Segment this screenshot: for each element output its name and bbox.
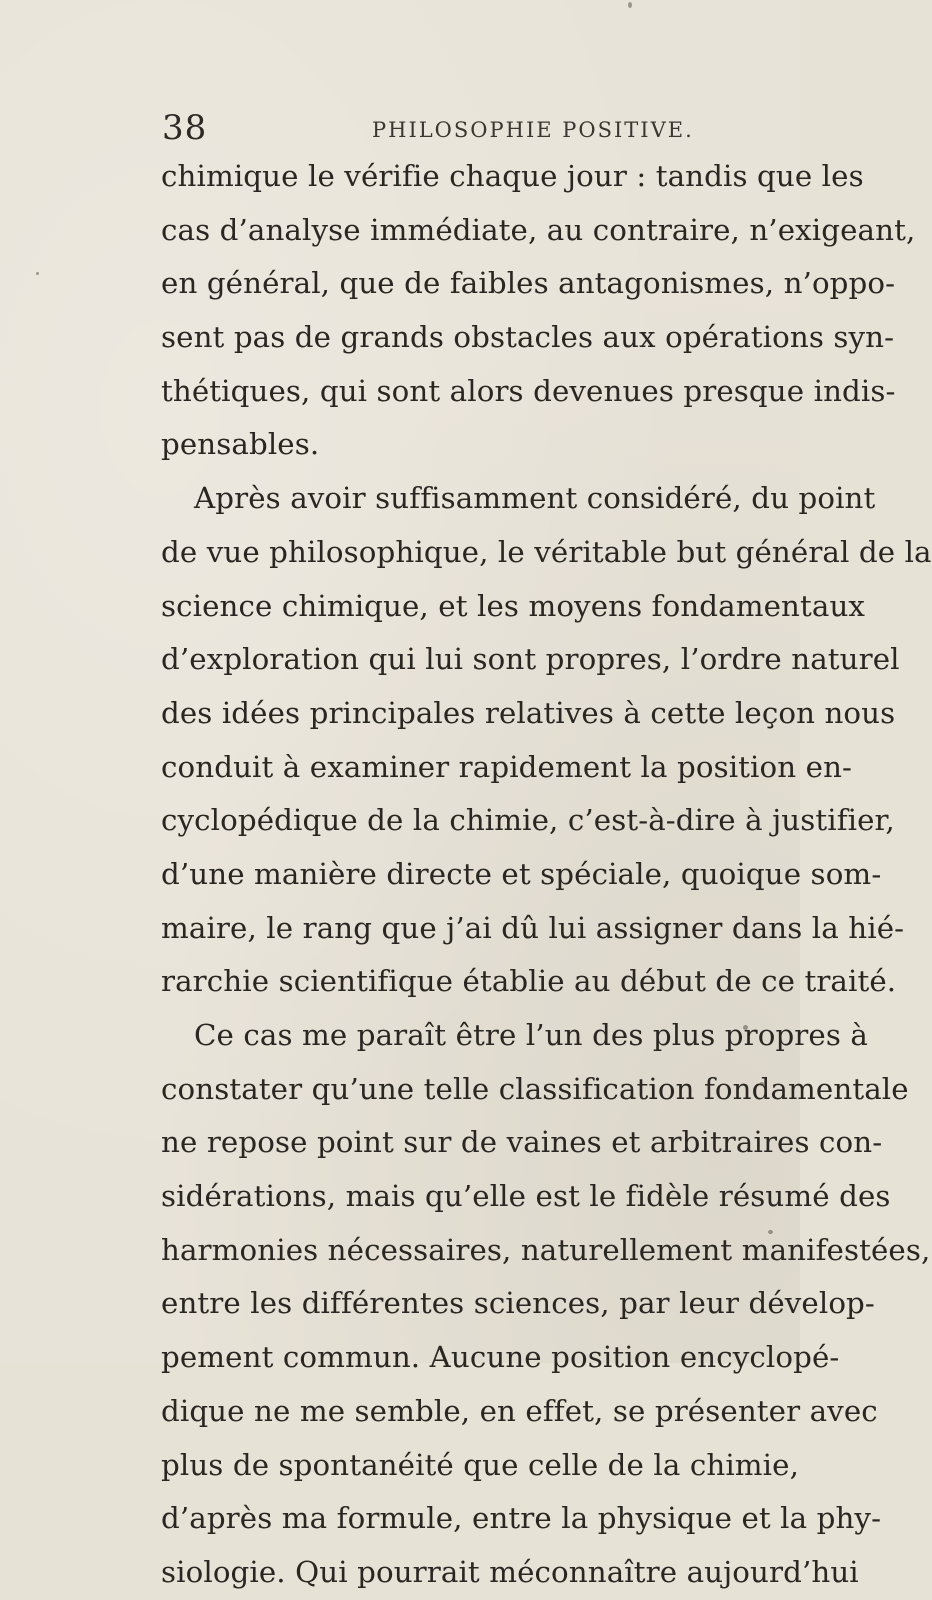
text-line: conduit à examiner rapidement la position en- <box>161 749 853 784</box>
text-line: des idées principales relatives à cette leçon nous <box>161 695 896 730</box>
text-line: Ce cas me paraît être l’un des plus propres à <box>194 1018 868 1052</box>
text-line: cyclopédique de la chimie, c’est-à-dire à justifier, <box>161 803 895 838</box>
paper-speck <box>760 1082 764 1086</box>
page-number: 38 <box>162 108 208 148</box>
text-line: sidérations, mais qu’elle est le fidèle résumé des <box>161 1179 891 1214</box>
text-line: thétiques, qui sont alors devenues presque indis- <box>161 373 896 408</box>
text-line: pensables. <box>161 427 320 462</box>
paper-speck <box>743 1025 748 1030</box>
text-line: cas d’analyse immédiate, au contraire, n’exigeant, <box>161 212 916 247</box>
text-line: maire, le rang que j’ai dû lui assigner dans la hié- <box>161 910 905 945</box>
text-line: en général, que de faibles antagonismes, n’oppo- <box>161 266 896 301</box>
text-line: dique ne me semble, en effet, se présenter avec <box>161 1393 878 1428</box>
text-line: de vue philosophique, le véritable but général de la <box>161 534 932 569</box>
page-header <box>162 108 722 148</box>
text-line: entre les différentes sciences, par leur dévelop- <box>161 1286 875 1321</box>
text-line: d’après ma formule, entre la physique et la phy- <box>161 1501 882 1536</box>
text-line: constater qu’une telle classification fondamentale <box>161 1071 909 1106</box>
running-title: PHILOSOPHIE POSITIVE. <box>372 118 694 142</box>
text-line: pement commun. Aucune position encyclopé- <box>161 1340 840 1375</box>
text-line: plus de spontanéité que celle de la chimie, <box>161 1447 799 1482</box>
text-line: sent pas de grands obstacles aux opérations syn- <box>161 320 895 355</box>
paper-speck <box>36 272 39 275</box>
text-line: harmonies nécessaires, naturellement manifestées, <box>161 1232 931 1267</box>
text-line: Après avoir suffisamment considéré, du point <box>194 481 876 516</box>
paper-speck <box>768 1230 773 1234</box>
body-text <box>161 150 932 1600</box>
text-line: siologie. Qui pourrait méconnaître aujourd’hui <box>161 1554 859 1589</box>
text-line: chimique le vérifie chaque jour : tandis que les <box>161 159 864 193</box>
paper-speck <box>312 1300 315 1303</box>
text-line: science chimique, et les moyens fondamentaux <box>161 588 866 623</box>
text-line: rarchie scientifique établie au début de ce traité. <box>161 964 897 999</box>
text-line: ne repose point sur de vaines et arbitraires con- <box>161 1125 883 1160</box>
text-line: d’une manière directe et spéciale, quoique som- <box>161 856 882 891</box>
text-line: d’exploration qui lui sont propres, l’ordre naturel <box>161 642 900 677</box>
paper-speck <box>628 2 632 8</box>
